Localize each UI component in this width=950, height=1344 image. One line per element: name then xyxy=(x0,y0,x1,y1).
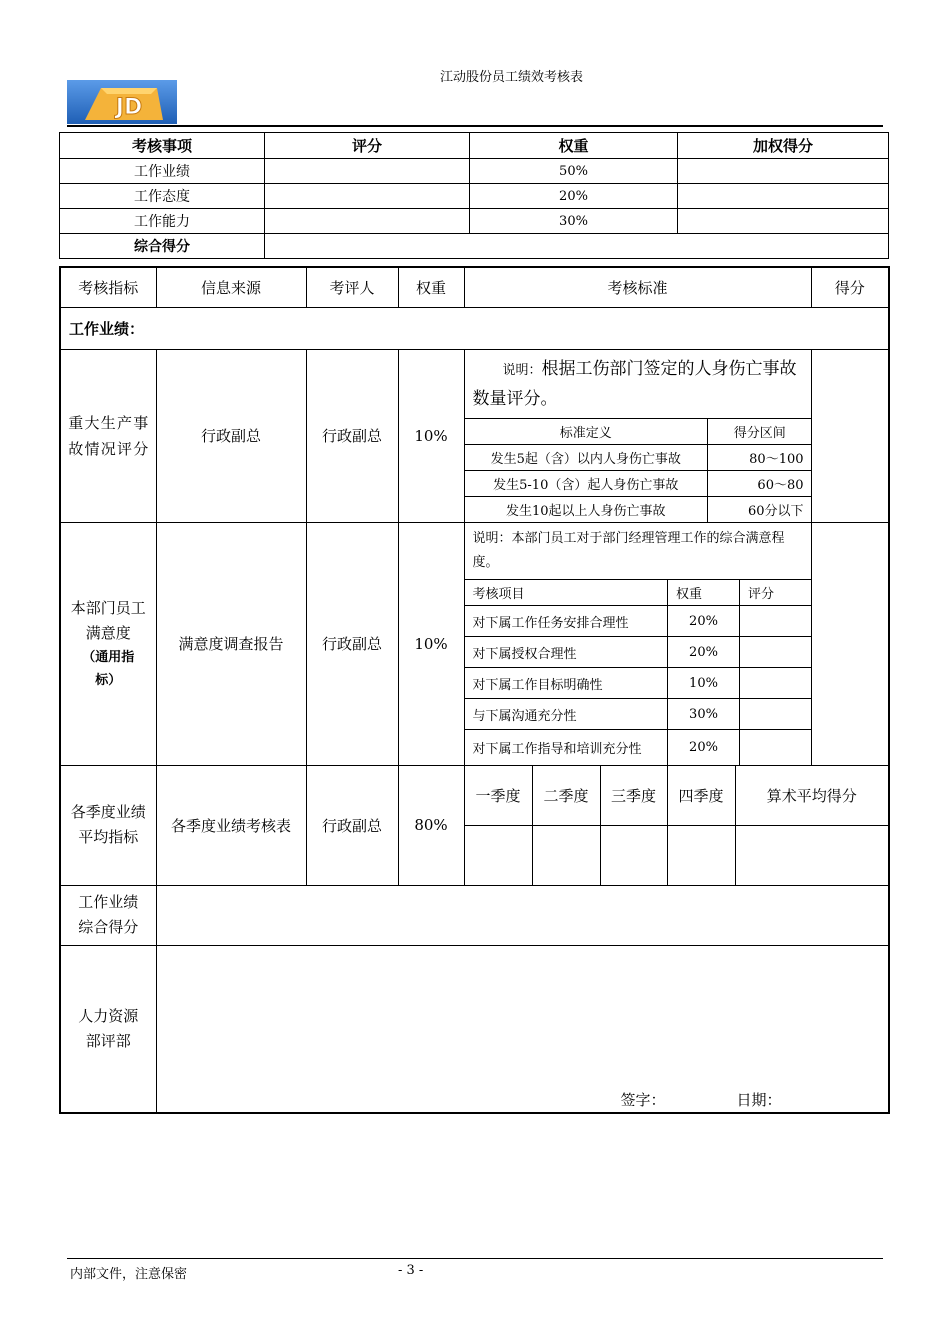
indicator-name: 重大生产事故情况评分 xyxy=(60,349,156,523)
quarter-header: 一季度 xyxy=(464,765,532,825)
date-label: 日期： xyxy=(736,1091,782,1109)
indicator-row-accident xyxy=(60,349,889,523)
summary-item: 工作态度 xyxy=(60,184,265,209)
detail-header-row xyxy=(60,267,889,307)
summary-weight: 50% xyxy=(470,159,678,184)
footer-confidential: 内部文件，注意保密 xyxy=(70,1267,188,1282)
info-source: 满意度调查报告 xyxy=(156,523,306,766)
section-row xyxy=(60,307,889,349)
standard-col-header: 得分区间 xyxy=(708,418,812,444)
assessment-item: 对下属工作目标明确性 xyxy=(465,668,668,699)
item-score-cell[interactable] xyxy=(740,699,812,730)
quarter-score-cell[interactable] xyxy=(667,825,735,885)
score-range: 60～80 xyxy=(708,470,812,496)
footer-divider xyxy=(67,1258,883,1259)
score-cell[interactable] xyxy=(265,209,470,234)
detail-header: 得分 xyxy=(811,267,889,307)
assessment-item: 与下属沟通充分性 xyxy=(465,699,668,730)
indicator-score-cell[interactable] xyxy=(811,349,889,523)
item-weight: 10% xyxy=(668,668,740,699)
indicator-weight: 10% xyxy=(398,349,464,523)
summary-header: 考核事项 xyxy=(60,133,265,159)
header-divider xyxy=(67,125,883,127)
item-score-cell[interactable] xyxy=(740,730,812,765)
weighted-score-cell[interactable] xyxy=(678,184,889,209)
quarter-header: 二季度 xyxy=(532,765,600,825)
item-score-cell[interactable] xyxy=(740,606,812,637)
standard-definition: 发生5-10（含）起人身伤亡事故 xyxy=(465,470,708,496)
standard-block xyxy=(464,349,811,523)
item-weight: 20% xyxy=(668,637,740,668)
standard-block xyxy=(464,523,811,766)
indicator-name: 各季度业绩平均指标 xyxy=(60,765,156,885)
summary-weight: 20% xyxy=(470,184,678,209)
accident-standard-table xyxy=(465,350,812,523)
indicator-name: 本部门员工满意度 （通用指标） xyxy=(60,523,156,766)
average-score-cell[interactable] xyxy=(735,825,889,885)
hr-review-row xyxy=(60,945,889,1113)
sign-label: 签字： xyxy=(620,1091,666,1109)
reviewer: 行政副总 xyxy=(306,765,398,885)
quarter-header: 四季度 xyxy=(667,765,735,825)
indicator-weight: 80% xyxy=(398,765,464,885)
standard-description: 说明：本部门员工对于部门经理管理工作的综合满意程度。 xyxy=(465,523,812,580)
page-number: - 3 - xyxy=(398,1263,424,1278)
logo-text: JD xyxy=(115,95,143,120)
summary-row xyxy=(60,184,889,209)
total-score-cell[interactable] xyxy=(265,234,889,259)
quarter-header: 三季度 xyxy=(600,765,667,825)
performance-total-row xyxy=(60,885,889,945)
standard-definition: 发生5起（含）以内人身伤亡事故 xyxy=(465,444,708,470)
detail-table xyxy=(59,266,890,1114)
assessment-item: 对下属工作任务安排合理性 xyxy=(465,606,668,637)
section-label: 工作业绩： xyxy=(60,307,889,349)
hr-review-cell[interactable] xyxy=(156,945,889,1113)
standard-definition: 发生10起以上人身伤亡事故 xyxy=(465,496,708,522)
standard-description: 说明：根据工伤部门签定的人身伤亡事故数量评分。 xyxy=(465,350,812,419)
company-logo xyxy=(67,80,177,124)
score-cell[interactable] xyxy=(265,159,470,184)
quarter-score-cell[interactable] xyxy=(600,825,667,885)
satisfaction-standard-table xyxy=(465,523,812,765)
item-weight: 30% xyxy=(668,699,740,730)
average-header: 算术平均得分 xyxy=(735,765,889,825)
standard-col-header: 权重 xyxy=(668,580,740,606)
standard-col-header: 标准定义 xyxy=(465,418,708,444)
reviewer: 行政副总 xyxy=(306,349,398,523)
score-range: 60分以下 xyxy=(708,496,812,522)
summary-header: 加权得分 xyxy=(678,133,889,159)
indicator-row-quarterly xyxy=(60,765,889,825)
item-weight: 20% xyxy=(668,730,740,765)
summary-header: 权重 xyxy=(470,133,678,159)
indicator-row-satisfaction xyxy=(60,523,889,766)
hr-review-label: 人力资源部评部 xyxy=(60,945,156,1113)
document-title: 江动股份员工绩效考核表 xyxy=(440,70,584,85)
quarter-score-cell[interactable] xyxy=(532,825,600,885)
score-range: 80～100 xyxy=(708,444,812,470)
weighted-score-cell[interactable] xyxy=(678,209,889,234)
info-source: 各季度业绩考核表 xyxy=(156,765,306,885)
summary-row xyxy=(60,159,889,184)
summary-row xyxy=(60,209,889,234)
summary-item: 工作能力 xyxy=(60,209,265,234)
summary-total-row xyxy=(60,234,889,259)
info-source: 行政副总 xyxy=(156,349,306,523)
total-label: 综合得分 xyxy=(60,234,265,259)
summary-header: 评分 xyxy=(265,133,470,159)
score-cell[interactable] xyxy=(265,184,470,209)
detail-header: 信息来源 xyxy=(156,267,306,307)
item-weight: 20% xyxy=(668,606,740,637)
standard-col-header: 考核项目 xyxy=(465,580,668,606)
assessment-item: 对下属工作指导和培训充分性 xyxy=(465,730,668,765)
performance-total-cell[interactable] xyxy=(156,885,889,945)
summary-header-row xyxy=(60,133,889,159)
detail-header: 考评人 xyxy=(306,267,398,307)
summary-weight: 30% xyxy=(470,209,678,234)
indicator-weight: 10% xyxy=(398,523,464,766)
performance-total-label: 工作业绩综合得分 xyxy=(60,885,156,945)
reviewer: 行政副总 xyxy=(306,523,398,766)
summary-table xyxy=(59,132,889,259)
weighted-score-cell[interactable] xyxy=(678,159,889,184)
item-score-cell[interactable] xyxy=(740,668,812,699)
summary-item: 工作业绩 xyxy=(60,159,265,184)
assessment-item: 对下属授权合理性 xyxy=(465,637,668,668)
standard-col-header: 评分 xyxy=(740,580,812,606)
detail-header: 权重 xyxy=(398,267,464,307)
detail-header: 考核指标 xyxy=(60,267,156,307)
indicator-note: （通用指标） xyxy=(82,649,135,688)
indicator-score-cell[interactable] xyxy=(811,523,889,766)
quarter-score-cell[interactable] xyxy=(464,825,532,885)
item-score-cell[interactable] xyxy=(740,637,812,668)
detail-header: 考核标准 xyxy=(464,267,811,307)
